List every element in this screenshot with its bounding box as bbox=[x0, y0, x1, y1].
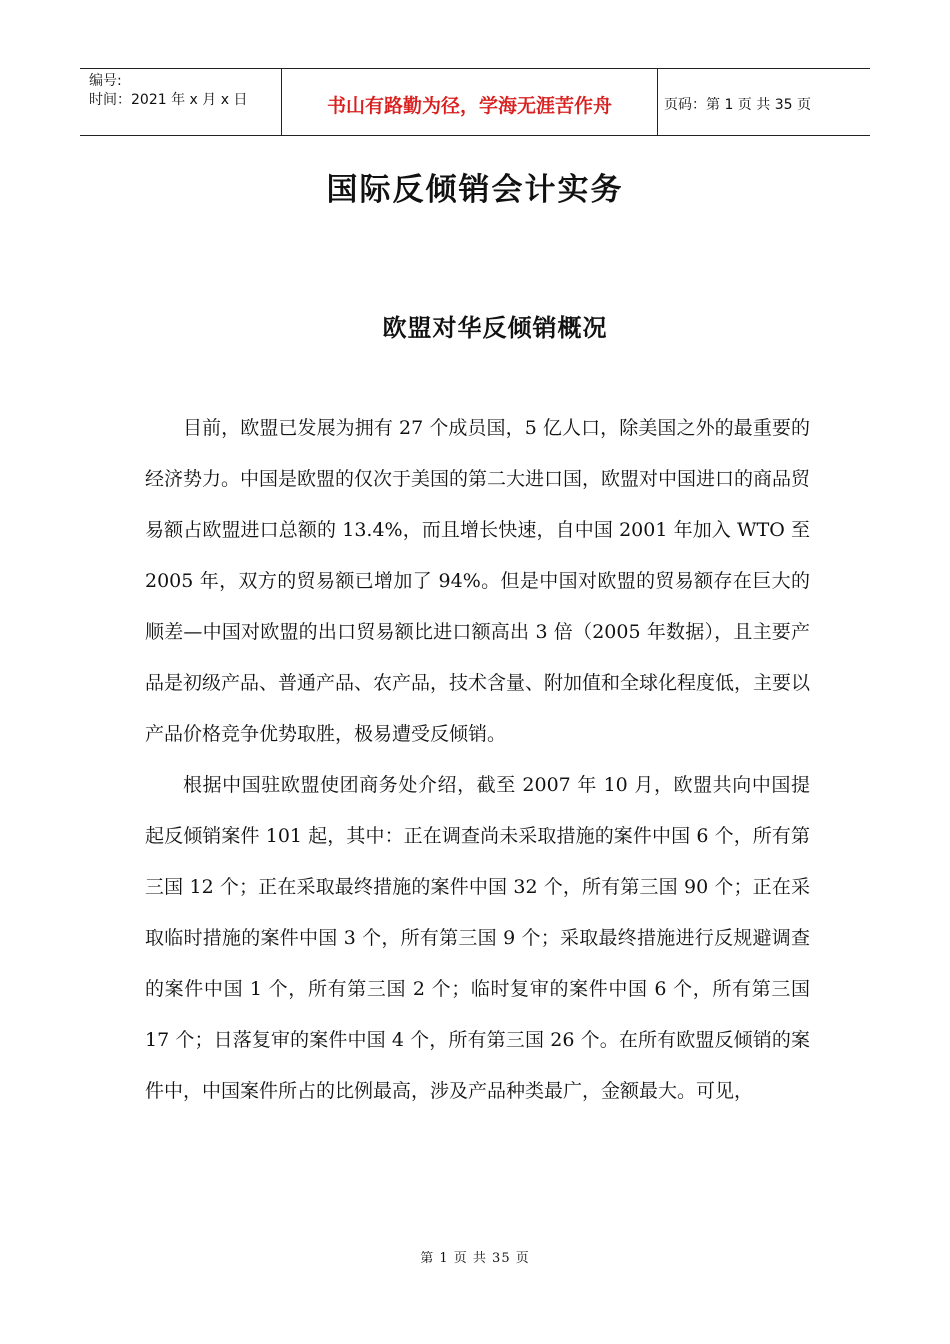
document-title: 国际反倾销会计实务 bbox=[326, 172, 624, 208]
header-motto: 书山有路勤为径，学海无涯苦作舟 bbox=[282, 69, 658, 135]
header-meta-cell bbox=[80, 69, 282, 135]
body-paragraph: 根据中国驻欧盟使团商务处介绍，截至 2007 年 10 月，欧盟共向中国提起反倾销案件 101 起，其中：正在调查尚未采取措施的案件中国 6 个，所有第三国 12 个；正在采取最终措施的案件中国 32 个，所有第三国 90 个；正在采取临时措施的案件中国 3 个，所有第三国 9 个；采取最终措施进行反规避调查的案件中国 1 个，所有第三国 2 个；临时复审的案件中国 6 个，所有第三国 17 个；日落复审的案件中国 4 个，所有第三国 26 个。在所有欧盟反倾销的案件中，中国案件所占的比例最高，涉及产品种类最广，金额最大。可见， bbox=[145, 774, 810, 1102]
header-page-info: 页码：第 1 页 共 35 页 bbox=[664, 97, 811, 113]
document-header bbox=[80, 68, 870, 136]
document-number-label: 编号: bbox=[89, 73, 122, 89]
section-title: 欧盟对华反倾销概况 bbox=[382, 314, 608, 342]
body-paragraph: 目前，欧盟已发展为拥有 27 个成员国，5 亿人口，除美国之外的最重要的经济势力。中国是欧盟的仅次于美国的第二大进口国，欧盟对中国进口的商品贸易额占欧盟进口总额的 13.4%，而且增长快速，自中国 2001 年加入 WTO 至 2005 年，双方的贸易额已增加了 94%。但是中国对欧盟的贸易额存在巨大的顺差—中国对欧盟的出口贸易额比进口额高出 3 倍（2005 年数据），且主要产品是初级产品、普通产品、农产品，技术含量、附加值和全球化程度低，主要以产品价格竞争优势取胜，极易遭受反倾销。 bbox=[145, 417, 811, 745]
document-body bbox=[145, 403, 810, 1117]
document-time-label: 时间：2021 年 x 月 x 日 bbox=[89, 92, 248, 108]
page-footer: 第 1 页 共 35 页 bbox=[420, 1251, 530, 1266]
